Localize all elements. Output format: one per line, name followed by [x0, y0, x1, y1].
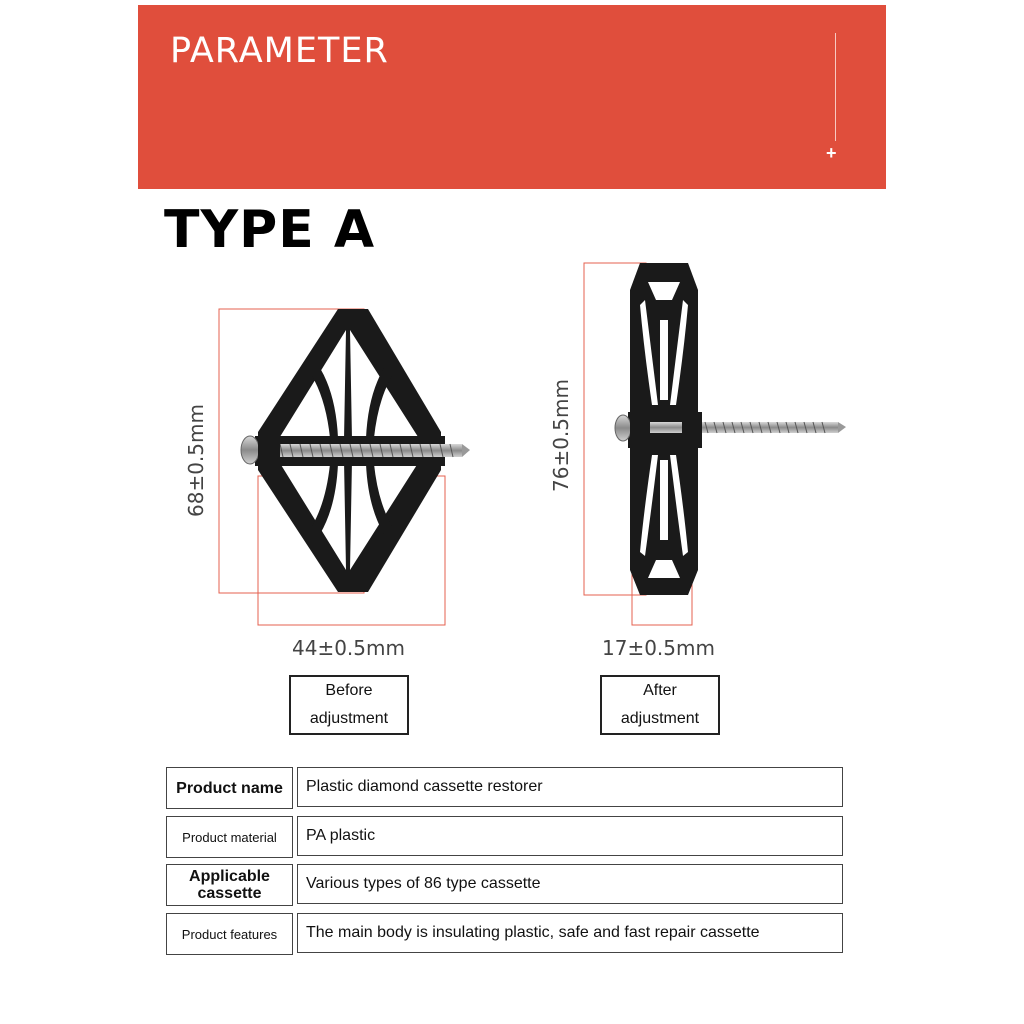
after-height-label: 76±0.5mm — [549, 379, 573, 492]
before-height-label: 68±0.5mm — [184, 404, 208, 517]
table-row — [166, 864, 846, 906]
after-label-line2: adjustment — [620, 710, 700, 727]
type-heading: TYPE A — [164, 200, 376, 260]
table-row — [166, 767, 846, 809]
before-label-line1: Before — [325, 682, 373, 699]
after-label-line1: After — [643, 682, 677, 699]
spec-value: The main body is insulating plastic, safe and fast repair cassette — [297, 913, 843, 953]
after-adjustment-box — [600, 675, 720, 735]
plus-icon: + — [826, 143, 837, 163]
banner-title: PARAMETER — [170, 31, 389, 71]
before-adjustment-box — [289, 675, 409, 735]
table-row — [166, 913, 846, 955]
spec-label: Product material — [166, 816, 293, 858]
spec-value: Plastic diamond cassette restorer — [297, 767, 843, 807]
spec-label: Product features — [166, 913, 293, 955]
after-screw-icon — [615, 415, 846, 441]
table-row — [166, 816, 846, 858]
spec-label: Product name — [166, 767, 293, 809]
before-width-label: 44±0.5mm — [292, 636, 405, 660]
spec-value: Various types of 86 type cassette — [297, 864, 843, 904]
after-width-label: 17±0.5mm — [602, 636, 715, 660]
before-label-line2: adjustment — [309, 710, 389, 727]
spec-label: Applicable cassette — [166, 864, 293, 906]
spec-value: PA plastic — [297, 816, 843, 856]
